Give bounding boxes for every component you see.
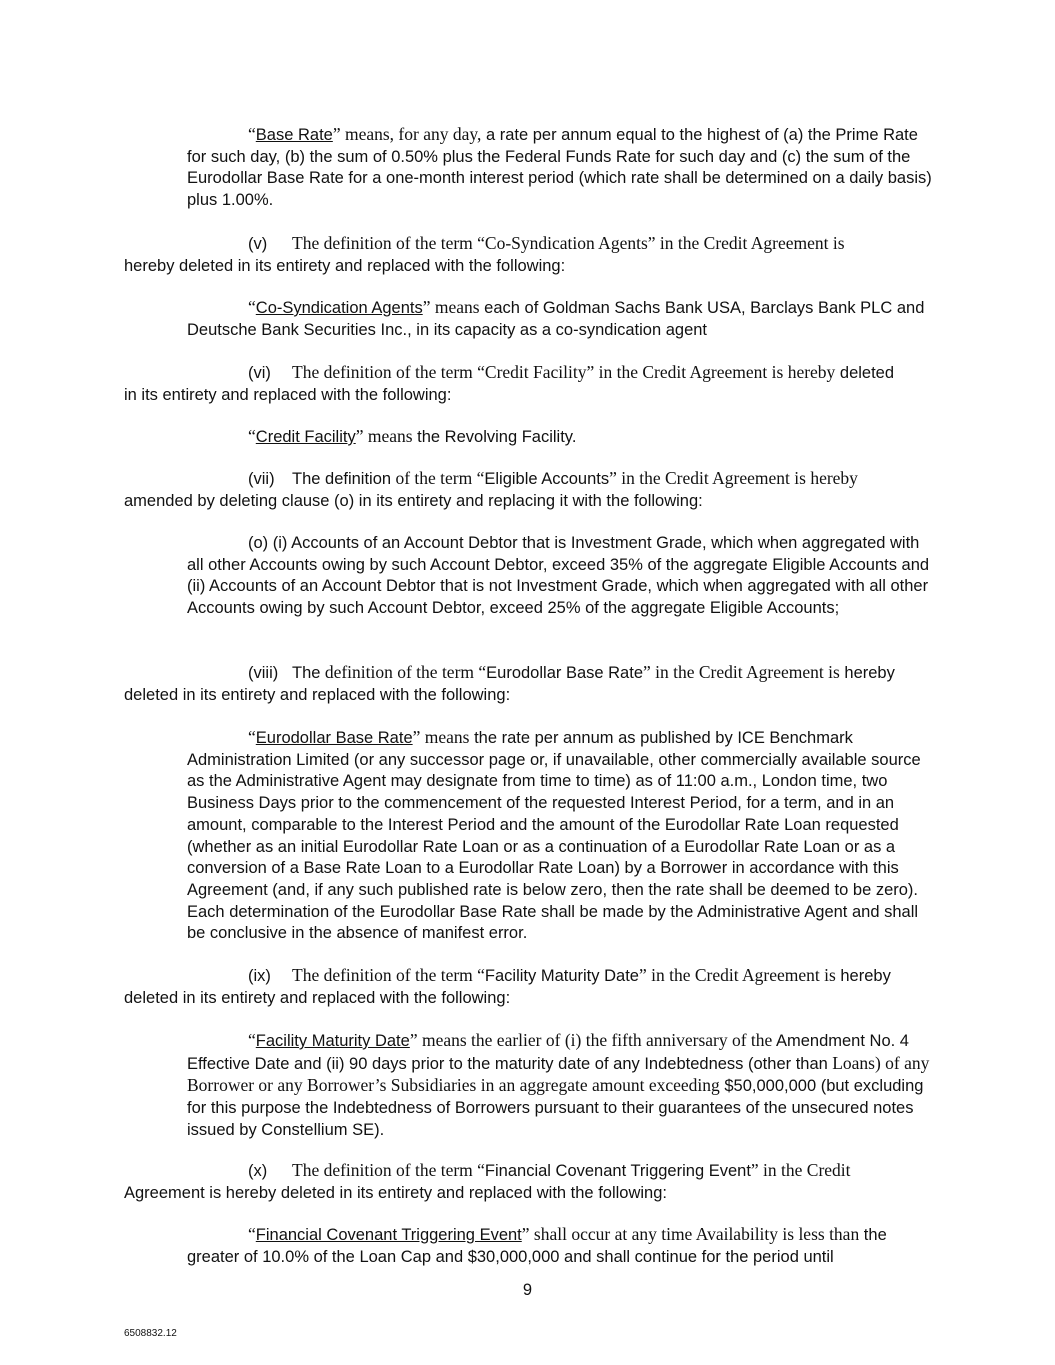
item-number: (v) <box>248 235 268 253</box>
page-number: 9 <box>522 1281 533 1299</box>
item-number: (vi) <box>248 364 271 382</box>
term-facility-maturity-date: Facility Maturity Date <box>255 1032 410 1050</box>
item-number: (vii) <box>248 470 275 488</box>
document-id: 6508832.12 <box>124 1328 177 1339</box>
eurodollar-base-rate-definition: “Eurodollar Base Rate” means the rate per annum as published by ICE Benchmark Administration Limited (or any successor page or, if unavailable, other commercially available source as the Administrative Agent may designate from time to time) as of 11:00 a.m., London time, two Business Days prior to the commencement of the requested Interest Period, for a term, and in an amount, comparable to the Interest Period and the amount of the Eurodollar Rate Loan requested (whether as an initial Eurodollar Rate Loan or as a continuation of a Eurodollar Rate Loan or as a conversion of a Base Rate Loan to a Eurodollar Rate Loan) by a Borrower in accordance with this Agreement (and, if any such published rate is below zero, then the rate shall be deemed to be zero). Each determination of the Eurodollar Base Rate shall be made by the Administrative Agent and shall be conclusive in the absence of manifest error. <box>187 727 921 943</box>
term-eurodollar-base-rate: Eurodollar Base Rate <box>255 729 413 747</box>
item-number: (ix) <box>248 967 271 985</box>
term-financial-covenant-triggering-event: Financial Covenant Triggering Event <box>255 1226 522 1244</box>
amendment-vi: (vi) The definition of the term “Credit Facility” in the Credit Agreement is hereby deleted in its entirety and replaced with the following: <box>124 362 895 404</box>
amendment-v: (v) The definition of the term “Co-Syndication Agents” in the Credit Agreement is hereby deleted in its entirety and replaced with the following: <box>124 233 845 275</box>
amendment-x: (x) The definition of the term “Financial Covenant Triggering Event” in the Credit Agreement is hereby deleted in its entirety and replaced with the following: <box>124 1160 851 1202</box>
credit-facility-definition: “Credit Facility” means the Revolving Facility. <box>248 426 577 446</box>
item-number: (x) <box>248 1162 268 1180</box>
term-co-syndication-agents: Co-Syndication Agents <box>255 299 423 317</box>
financial-covenant-triggering-event-definition: “Financial Covenant Triggering Event” shall occur at any time Availability is less than the greater of 10.0% of the Loan Cap and $30,000,000 and shall continue for the period until <box>187 1224 887 1266</box>
clause-o: (o) (i) Accounts of an Account Debtor that is Investment Grade, which when aggregated with all other Accounts owing by such Account Debtor, exceed 35% of the aggregate Eligible Accounts and (ii) Accounts of an Account Debtor that is not Investment Grade, which when aggregated with all other Accounts owing by such Account Debtor, exceed 25% of the aggregate Eligible Accounts; <box>187 534 930 618</box>
item-number: (viii) <box>248 664 279 682</box>
term-credit-facility: Credit Facility <box>255 428 356 446</box>
co-syndication-agents-definition: “Co-Syndication Agents” means each of Goldman Sachs Bank USA, Barclays Bank PLC and Deutsche Bank Securities Inc., in its capacity as a co-syndication agent <box>187 297 925 339</box>
amendment-ix: (ix) The definition of the term “Facility Maturity Date” in the Credit Agreement is hereby deleted in its entirety and replaced with the following: <box>124 965 891 1007</box>
amendment-viii: (viii) The definition of the term “Eurodollar Base Rate” in the Credit Agreement is hereby deleted in its entirety and replaced with the following: <box>124 662 895 704</box>
facility-maturity-date-definition: “Facility Maturity Date” means the earlier of (i) the fifth anniversary of the Amendment No. 4 Effective Date and (ii) 90 days prior to the maturity date of any Indebtedness (other than Loans) of any Borrower or any Borrower’s Subsidiaries in an aggregate amount exceeding $50,000,000 (but excluding for this purpose the Indebtedness of Borrowers pursuant to their guarantees of the unsecured notes issued by Constellium SE). <box>187 1030 930 1139</box>
amendment-vii: (vii) The definition of the term “Eligible Accounts” in the Credit Agreement is hereby amended by deleting clause (o) in its entirety and replacing it with the following: <box>124 468 858 510</box>
term-base-rate: Base Rate <box>255 126 333 144</box>
base-rate-definition: “Base Rate” means, for any day, a rate per annum equal to the highest of (a) the Prime Rate for such day, (b) the sum of 0.50% plus the Federal Funds Rate for such day and (c) the sum of the Eurodollar Base Rate for a one-month interest period (which rate shall be determined on a daily basis) plus 1.00%. <box>187 124 932 210</box>
